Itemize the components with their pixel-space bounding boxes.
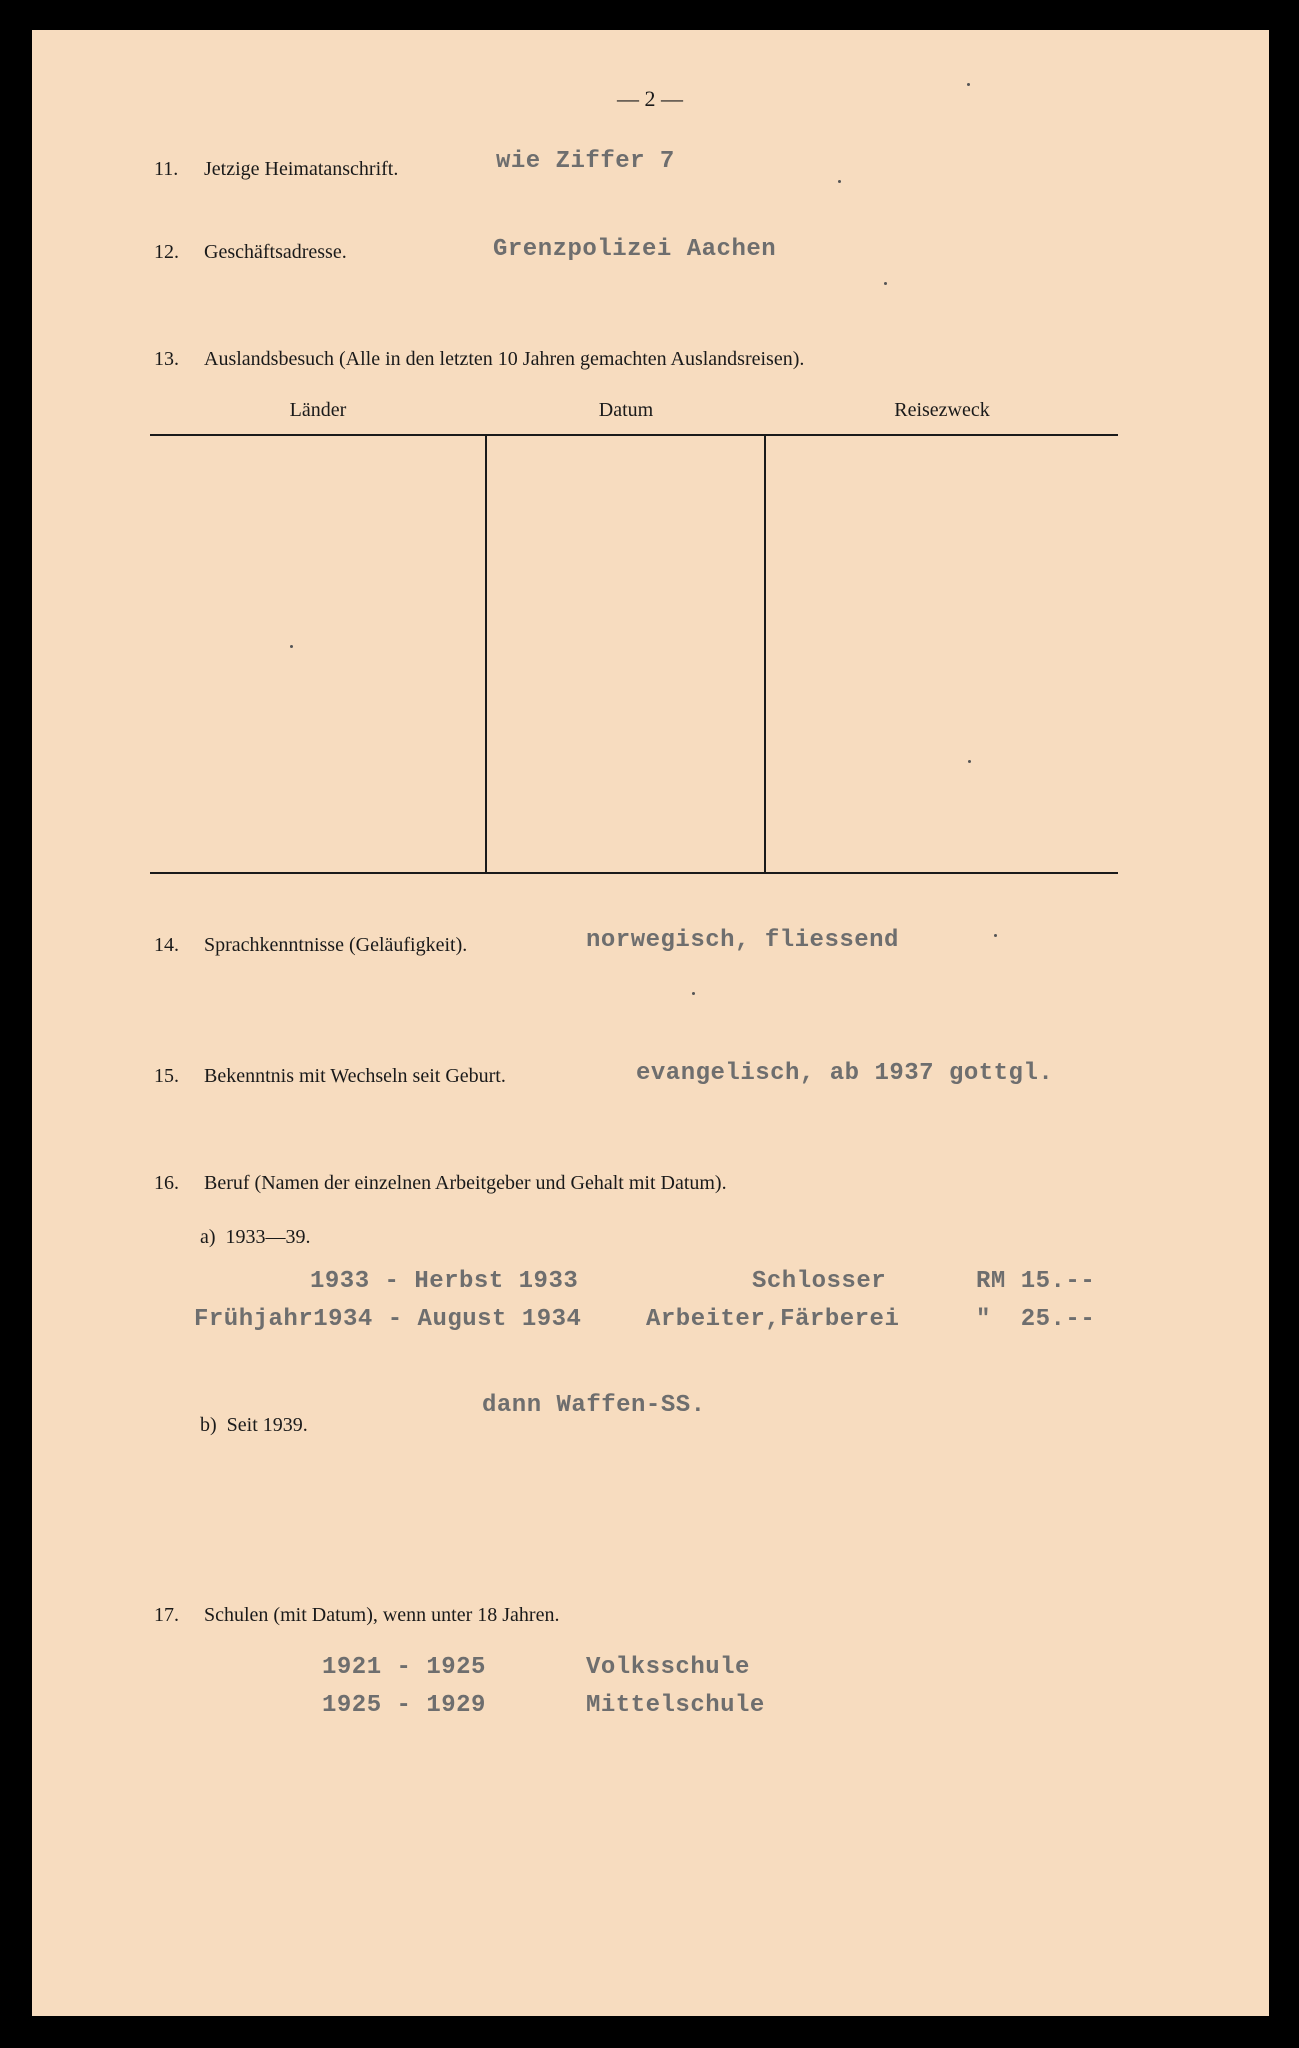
item-11-number: 11. (154, 158, 179, 180)
item-12-number: 12. (154, 241, 179, 263)
item-17-row-1-school: Volksschule (586, 1654, 750, 1681)
item-16-b-label: b) Seit 1939. (200, 1414, 308, 1436)
item-11-text: Jetzige Heimatanschrift. (204, 158, 399, 180)
paper-speck (994, 934, 997, 937)
table-divider-2 (764, 436, 766, 872)
item-11-answer: wie Ziffer 7 (496, 148, 675, 175)
table-header-datum: Datum (598, 399, 654, 421)
paper-speck (838, 180, 841, 183)
table-top-rule (150, 434, 1118, 436)
item-16-a-row-2-job: Arbeiter,Färberei (646, 1306, 900, 1333)
item-13-number: 13. (154, 348, 179, 370)
item-16-a-label: a) 1933—39. (200, 1226, 311, 1248)
item-15-answer: evangelisch, ab 1937 gottgl. (636, 1060, 1054, 1087)
item-16-number: 16. (154, 1172, 179, 1194)
item-14-number: 14. (154, 934, 179, 956)
table-bottom-rule (150, 872, 1118, 874)
paper-speck (692, 992, 695, 995)
item-17-text: Schulen (mit Datum), wenn unter 18 Jahren. (204, 1604, 560, 1626)
item-15-label (154, 1065, 506, 1088)
item-16-a-row-1-period: 1933 - Herbst 1933 (310, 1268, 579, 1295)
item-15-text: Bekenntnis mit Wechseln seit Geburt. (204, 1065, 506, 1087)
item-17-number: 17. (154, 1604, 179, 1626)
item-13-label (154, 348, 804, 371)
item-16-a-row-1-job: Schlosser (752, 1268, 887, 1295)
paper-speck (884, 282, 887, 285)
table-divider-1 (485, 436, 487, 872)
item-16-text: Beruf (Namen der einzelnen Arbeitgeber und Gehalt mit Datum). (204, 1172, 727, 1194)
table-header-laender: Länder (289, 399, 347, 421)
item-12-answer: Grenzpolizei Aachen (493, 236, 777, 263)
item-15-number: 15. (154, 1065, 179, 1087)
item-16-b-answer: dann Waffen-SS. (482, 1392, 706, 1419)
item-17-row-2-period: 1925 - 1929 (322, 1692, 486, 1719)
item-17-row-2-school: Mittelschule (586, 1692, 765, 1719)
item-16-label (154, 1172, 727, 1195)
paper-speck (967, 83, 970, 86)
item-17-label (154, 1604, 559, 1627)
item-17-row-1-period: 1921 - 1925 (322, 1654, 486, 1681)
page-number: — 2 — (617, 86, 683, 111)
paper-speck (290, 645, 293, 648)
item-14-answer: norwegisch, fliessend (586, 927, 899, 954)
item-12-label (154, 241, 347, 264)
document-page (32, 30, 1269, 2016)
table-header-reisezweck: Reisezweck (894, 399, 990, 421)
paper-speck (968, 760, 971, 763)
item-13-text: Auslandsbesuch (Alle in den letzten 10 Jahren gemachten Auslandsreisen). (204, 348, 805, 370)
item-14-text: Sprachkenntnisse (Geläufigkeit). (204, 934, 468, 956)
item-16-a-row-2-pay: " 25.-- (976, 1306, 1096, 1333)
item-16-a-row-1-pay: RM 15.-- (976, 1268, 1096, 1295)
item-12-text: Geschäftsadresse. (204, 241, 347, 263)
item-14-label (154, 934, 467, 957)
item-16-a-row-2-period: Frühjahr1934 - August 1934 (194, 1306, 582, 1333)
item-11-label (154, 158, 398, 181)
